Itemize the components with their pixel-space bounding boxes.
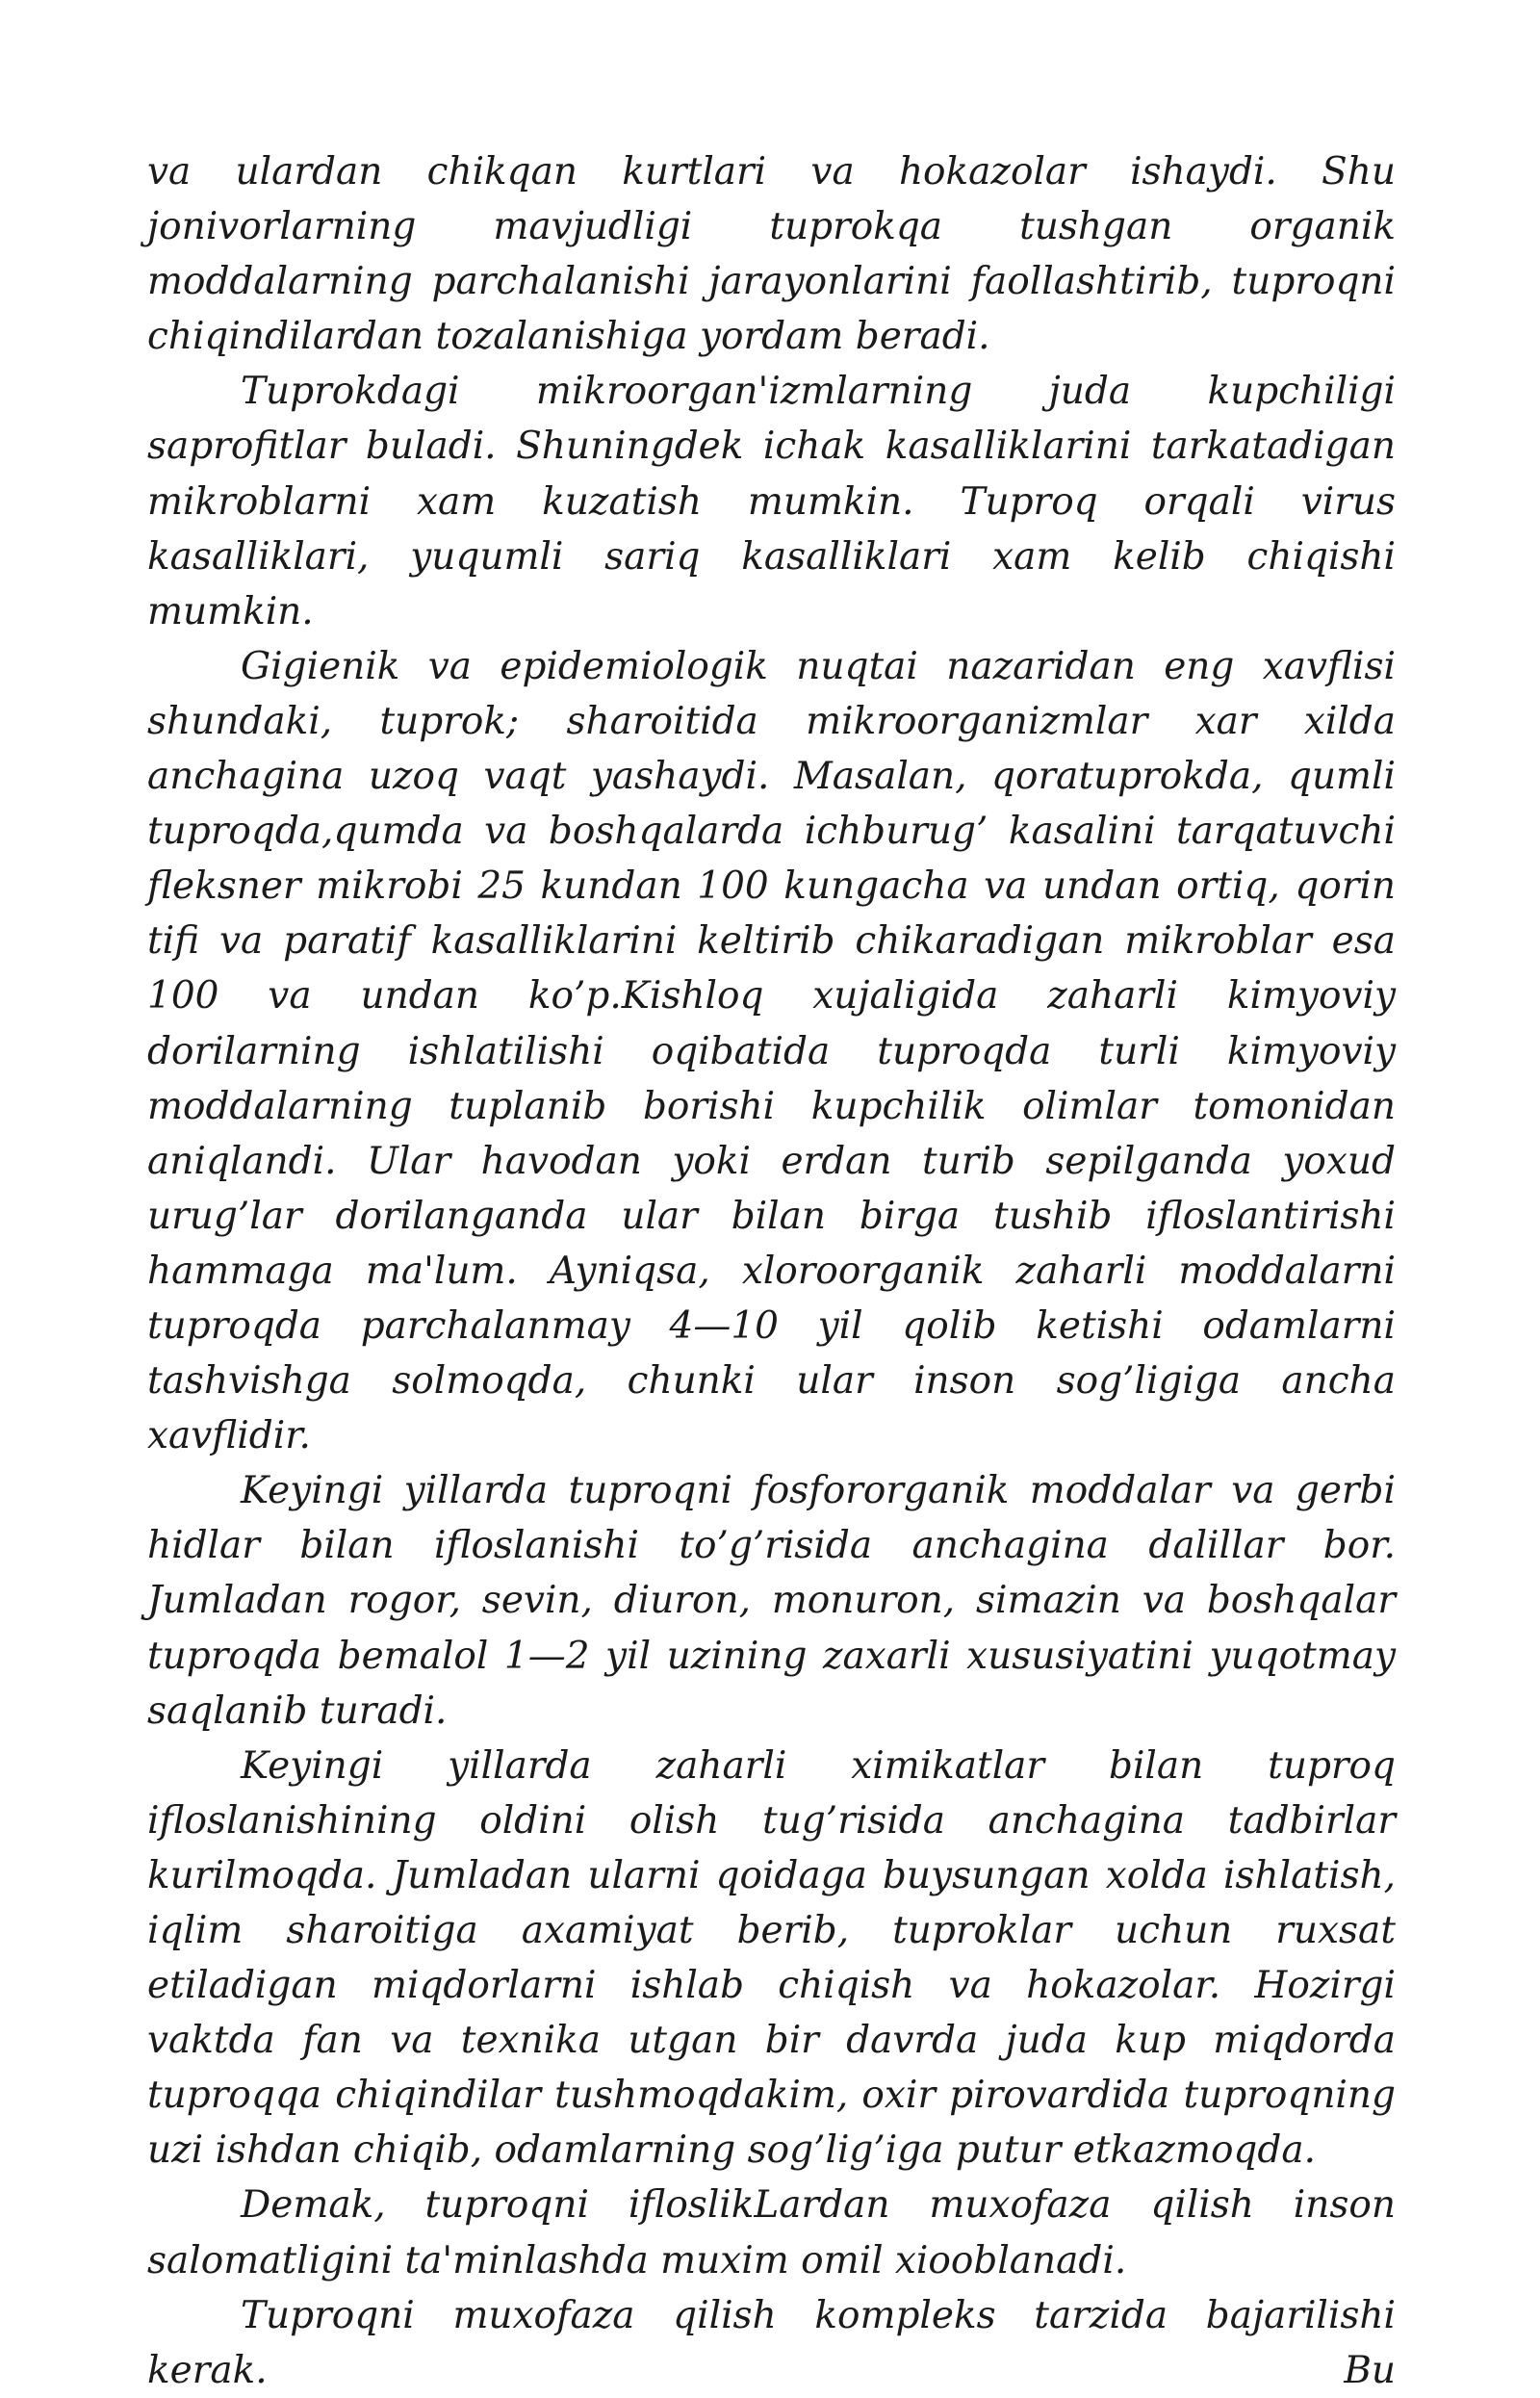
document-page	[147, 144, 1396, 2398]
paragraph-3: Gigienik va epidemiologik nuqtai nazaridan eng xavflisi shundaki, tuprok; sharoitida mikroorganizmlar xar xilda anchagina uzoq vaqt yashaydi. Masalan, qoratuprokda, qumli tuproqda,qumda va boshqalarda ichburug’ kasalini tarqatuvchi fleksner mikrobi 25 kundan 100 kungacha va undan ortiq, qorin tifi va paratif kasalliklarini keltirib chikaradigan mikroblar esa 100 va undan ko’p.Kishloq xujaligida zaharli kimyoviy dorilarning ishlatilishi oqibatida tuproqda turli kimyoviy moddalarning tuplanib borishi kupchilik olimlar tomonidan aniqlandi. Ular havodan yoki erdan turib sepilganda yoxud urug’lar dorilanganda ular bilan birga tushib ifloslantirishi hammaga ma'lum. Ayniqsa, xloroorganik zaharli moddalarni tuproqda parchalanmay 4—10 yil qolib ketishi odamlarni tashvishga solmoqda, chunki ular inson sog’ligiga ancha xavflidir.	[147, 644, 1396, 1458]
paragraph-7: Tuproqni muxofaza qilish kompleks tarzida bajarilishi kerak. Bu	[147, 2293, 1396, 2392]
paragraph-1: va ulardan chikqan kurtlari va hokazolar ishaydi. Shu jonivorlarning mavjudligi tuprokqa tushgan organik moddalarning parchalanishi jarayonlarini faollashtirib, tuproqni chiqindilardan tozalanishiga yordam beradi.	[147, 150, 1396, 359]
paragraph-4: Keyingi yillarda tuproqni fosfororganik moddalar va gerbi hidlar bilan ifloslanishi to’g’risida anchagina dalillar bor. Jumladan rogor, sevin, diuron, monuron, simazin va boshqalar tuproqda bemalol 1—2 yil uzining zaxarli xususiyatini yuqotmay saqlanib turadi.	[147, 1469, 1396, 1733]
paragraph-5: Keyingi yillarda zaharli ximikatlar bilan tuproq ifloslanishining oldini olish tug’risida anchagina tadbirlar kurilmoqda. Jumladan ularni qoidaga buysungan xolda ishlatish, iqlim sharoitiga axamiyat berib, tuproklar uchun ruxsat etiladigan miqdorlarni ishlab chiqish va hokazolar. Hozirgi vaktda fan va texnika utgan bir davrda juda kup miqdorda tuproqqa chiqindilar tushmoqdakim, oxir pirovardida tuproqning uzi ishdan chiqib, odamlarning sog’lig’iga putur etkazmoqda.	[147, 1743, 1396, 2173]
paragraph-6: Demak, tuproqni ifloslikLardan muxofaza qilish inson salomatligini ta'minlashda muxim omil xiooblanadi.	[147, 2183, 1396, 2282]
paragraph-2: Tuprokdagi mikroorgan'izmlarning juda kupchiligi saprofitlar buladi. Shuningdek ichak kasalliklarini tarkatadigan mikroblarni xam kuzatish mumkin. Tuproq orqali virus kasalliklari, yuqumli sariq kasalliklari xam kelib chiqishi mumkin.	[147, 370, 1396, 633]
